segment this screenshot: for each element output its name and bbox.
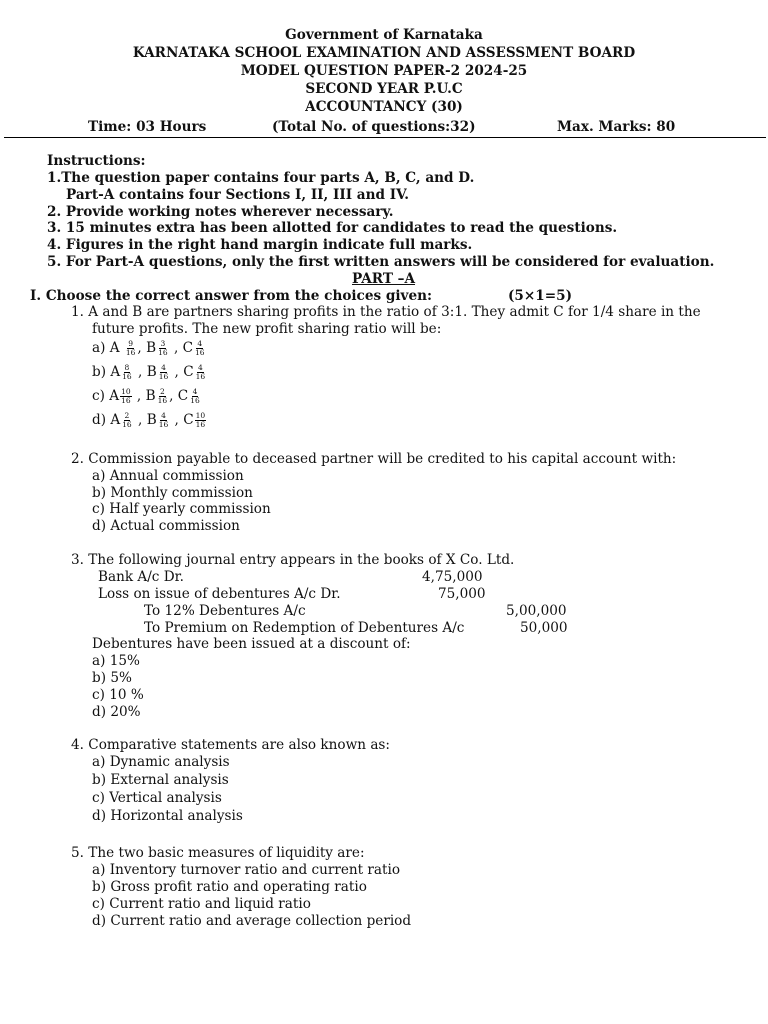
fraction: $\frac{10}{16}$ bbox=[195, 411, 206, 429]
question-1-text-cont: future profits. The new profit sharing ratio will be: bbox=[92, 321, 442, 337]
question-5-text: 5. The two basic measures of liquidity are: bbox=[71, 845, 365, 861]
instruction-item: Part-A contains four Sections I, II, III and IV. bbox=[66, 187, 409, 203]
fraction: $\frac{4}{16}$ bbox=[158, 411, 169, 429]
question-4-option: b) External analysis bbox=[92, 772, 229, 788]
question-4-text: 4. Comparative statements are also known as: bbox=[71, 737, 390, 753]
time-label: Time: 03 Hours bbox=[88, 119, 207, 135]
question-5-option: a) Inventory turnover ratio and current ratio bbox=[92, 862, 401, 878]
journal-entry-label: Loss on issue of debentures A/c Dr. bbox=[98, 586, 341, 602]
question-1-option-a: a) A $\frac{9}{16}$ , B $\frac{3}{16}$ , C $\frac{4}{16}$ bbox=[92, 339, 205, 357]
instruction-item: 1.The question paper contains four parts A, B, C, and D. bbox=[47, 170, 475, 186]
fraction: $\frac{10}{16}$ bbox=[121, 387, 131, 405]
question-2-text: 2. Commission payable to deceased partner will be credited to his capital account with: bbox=[71, 451, 677, 467]
question-1-option-d: d) A $\frac{2}{16}$ , B $\frac{4}{16}$ , C $\frac{10}{16}$ bbox=[92, 411, 206, 429]
header-board: KARNATAKA SCHOOL EXAMINATION AND ASSESSMENT BOARD bbox=[132, 45, 636, 61]
journal-entry-amount: 50,000 bbox=[520, 620, 568, 636]
max-marks-label: Max. Marks: 80 bbox=[557, 119, 676, 135]
question-3-stem: Debentures have been issued at a discount of: bbox=[92, 636, 411, 652]
fraction: $\frac{9}{16}$ bbox=[125, 339, 136, 357]
question-4-option: a) Dynamic analysis bbox=[92, 754, 230, 770]
header-year: SECOND YEAR P.U.C bbox=[305, 81, 463, 97]
instruction-item: 2. Provide working notes wherever necessary. bbox=[47, 204, 394, 220]
instruction-item: 3. 15 minutes extra has been allotted for candidates to read the questions. bbox=[47, 220, 618, 236]
section-one-instruction: I. Choose the correct answer from the choices given: bbox=[30, 288, 432, 304]
header-subject: ACCOUNTANCY (30) bbox=[305, 99, 463, 115]
fraction: $\frac{4}{16}$ bbox=[190, 387, 200, 405]
section-one-marks: (5×1=5) bbox=[508, 288, 573, 304]
question-2-option: c) Half yearly commission bbox=[92, 501, 271, 517]
question-3-option: c) 10 % bbox=[92, 687, 144, 703]
header-government: Government of Karnataka bbox=[285, 27, 483, 43]
journal-entry-amount: 75,000 bbox=[438, 586, 486, 602]
journal-entry-amount: 5,00,000 bbox=[506, 603, 567, 619]
fraction: $\frac{2}{16}$ bbox=[122, 411, 132, 429]
question-1-text: 1. A and B are partners sharing profits in the ratio of 3:1. They admit C for 1/4 share in the bbox=[71, 304, 701, 320]
question-5-option: b) Gross profit ratio and operating ratio bbox=[92, 879, 367, 895]
question-5-option: d) Current ratio and average collection period bbox=[92, 913, 412, 929]
question-1-option-b: b) A $\frac{8}{16}$ , B $\frac{4}{16}$ , C $\frac{4}{16}$ bbox=[92, 363, 206, 381]
fraction: $\frac{4}{16}$ bbox=[195, 339, 205, 357]
question-3-option: d) 20% bbox=[92, 704, 141, 720]
question-1-option-c: c) A $\frac{10}{16}$ , B $\frac{2}{16}$ , C $\frac{4}{16}$ bbox=[92, 387, 200, 405]
journal-entry-label: To 12% Debentures A/c bbox=[144, 603, 306, 619]
question-2-option: b) Monthly commission bbox=[92, 485, 253, 501]
instruction-item: 5. For Part-A questions, only the first written answers will be considered for evaluation. bbox=[47, 254, 715, 270]
question-3-option: a) 15% bbox=[92, 653, 140, 669]
fraction: $\frac{3}{16}$ bbox=[158, 339, 168, 357]
journal-entry-label: To Premium on Redemption of Debentures A/c bbox=[144, 620, 465, 636]
fraction: $\frac{8}{16}$ bbox=[122, 363, 132, 381]
question-2-option: a) Annual commission bbox=[92, 468, 244, 484]
fraction: $\frac{4}{16}$ bbox=[195, 363, 206, 381]
fraction: $\frac{4}{16}$ bbox=[158, 363, 169, 381]
journal-entry-amount: 4,75,000 bbox=[422, 569, 483, 585]
header-divider bbox=[4, 137, 766, 138]
header-paper-title: MODEL QUESTION PAPER-2 2024-25 bbox=[240, 63, 528, 79]
fraction: $\frac{2}{16}$ bbox=[157, 387, 168, 405]
total-questions-label: (Total No. of questions:32) bbox=[272, 119, 476, 135]
question-3-option: b) 5% bbox=[92, 670, 132, 686]
instructions-title: Instructions: bbox=[47, 153, 146, 169]
question-3-text: 3. The following journal entry appears in the books of X Co. Ltd. bbox=[71, 552, 515, 568]
question-4-option: c) Vertical analysis bbox=[92, 790, 222, 806]
question-4-option: d) Horizontal analysis bbox=[92, 808, 243, 824]
question-2-option: d) Actual commission bbox=[92, 518, 240, 534]
question-5-option: c) Current ratio and liquid ratio bbox=[92, 896, 311, 912]
journal-entry-label: Bank A/c Dr. bbox=[98, 569, 184, 585]
instruction-item: 4. Figures in the right hand margin indicate full marks. bbox=[47, 237, 473, 253]
part-a-title: PART –A bbox=[352, 271, 416, 287]
